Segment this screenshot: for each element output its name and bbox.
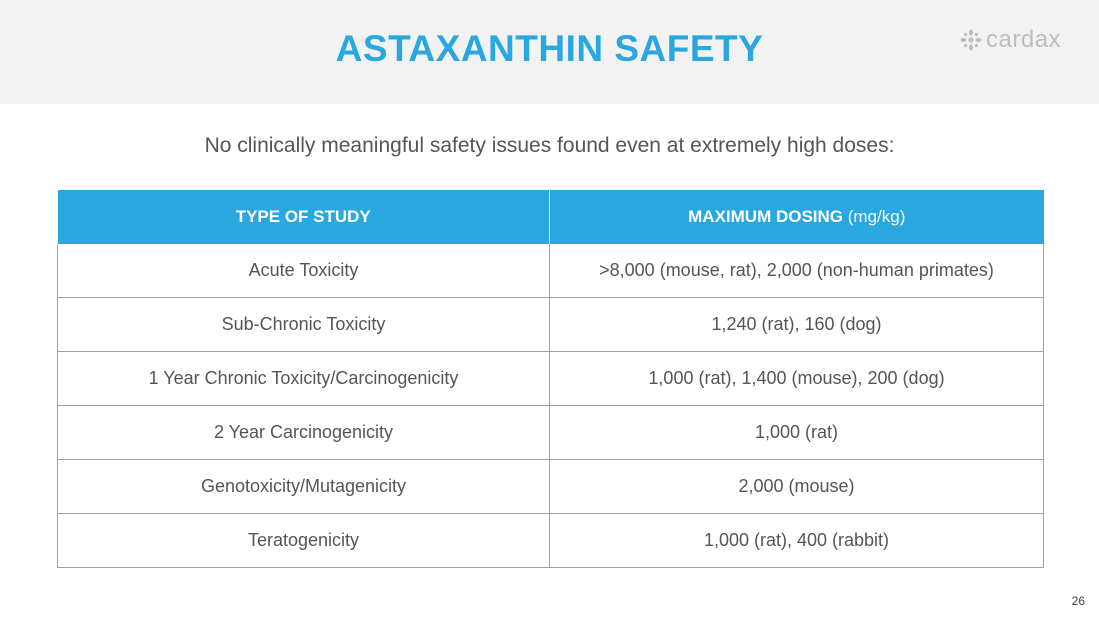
table-row (58, 406, 1044, 460)
table-row (58, 352, 1044, 406)
dosing-cell: 1,000 (rat), 400 (rabbit) (550, 514, 1044, 568)
table-row (58, 298, 1044, 352)
header-type-of-study-label: TYPE OF STUDY (235, 207, 371, 226)
header-max-dosing-unit: (mg/kg) (847, 207, 906, 226)
cardax-logo (960, 24, 1061, 56)
table-row (58, 244, 1044, 298)
header-type-of-study (58, 190, 550, 244)
header-max-dosing (550, 190, 1044, 244)
safety-table (57, 190, 1044, 568)
study-cell: Genotoxicity/Mutagenicity (58, 460, 550, 514)
dosing-cell: 1,000 (rat), 1,400 (mouse), 200 (dog) (550, 352, 1044, 406)
dosing-cell: 2,000 (mouse) (550, 460, 1044, 514)
table-header-row (58, 190, 1044, 244)
header-band (0, 0, 1099, 104)
dosing-cell: >8,000 (mouse, rat), 2,000 (non-human primates) (550, 244, 1044, 298)
table-row (58, 514, 1044, 568)
study-cell: Acute Toxicity (58, 244, 550, 298)
study-cell: Sub-Chronic Toxicity (58, 298, 550, 352)
subtitle: No clinically meaningful safety issues found even at extremely high doses: (204, 134, 895, 157)
table-row (58, 460, 1044, 514)
header-max-dosing-label: MAXIMUM DOSING (688, 207, 844, 226)
dosing-cell: 1,000 (rat) (550, 406, 1044, 460)
study-cell: 2 Year Carcinogenicity (58, 406, 550, 460)
dosing-cell: 1,240 (rat), 160 (dog) (550, 298, 1044, 352)
study-cell: 1 Year Chronic Toxicity/Carcinogenicity (58, 352, 550, 406)
page-number: 26 (1071, 594, 1085, 608)
page-title: ASTAXANTHIN SAFETY (335, 28, 764, 69)
study-cell: Teratogenicity (58, 514, 550, 568)
cardax-mark-icon (960, 29, 982, 51)
logo-text: cardax (986, 26, 1062, 53)
